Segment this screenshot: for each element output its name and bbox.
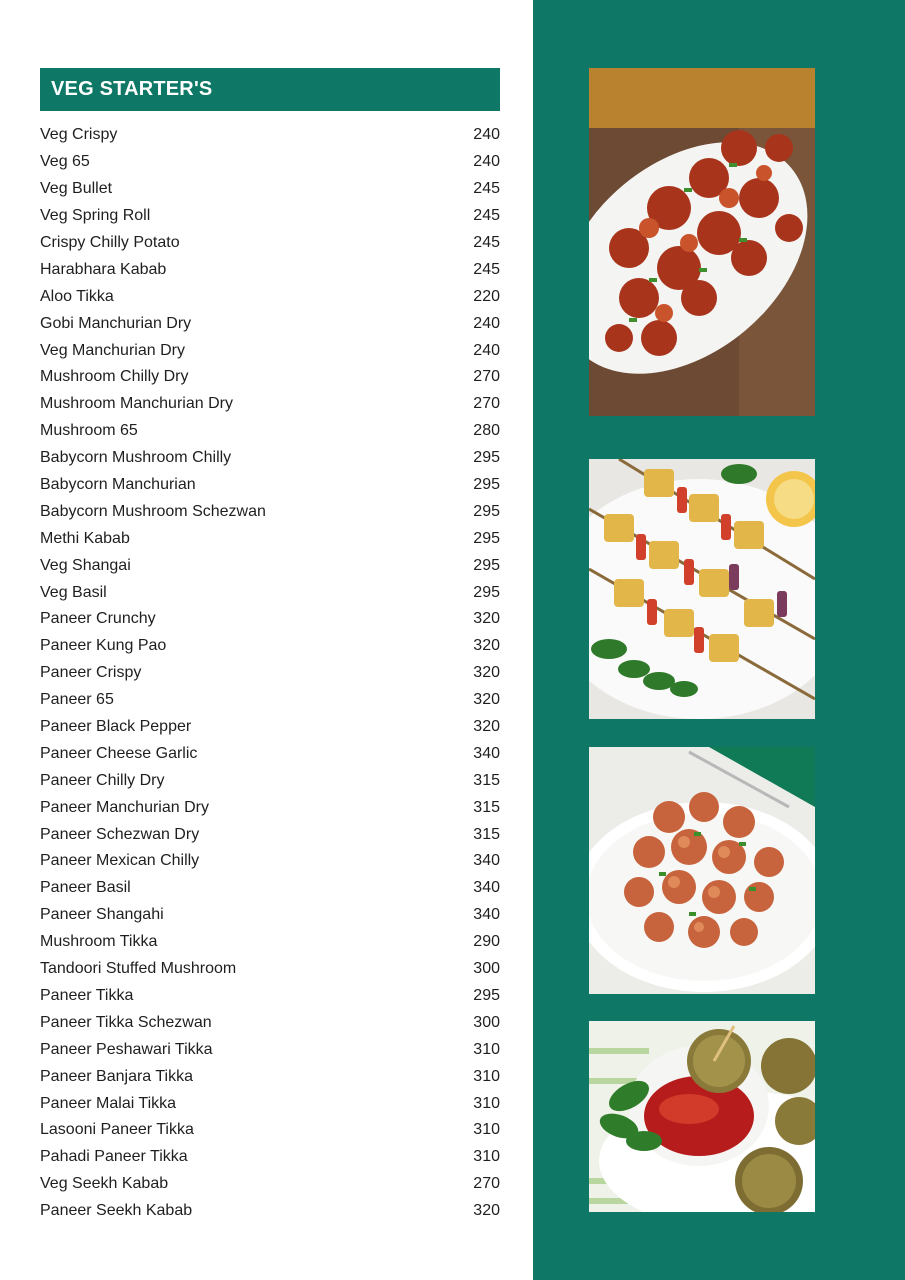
menu-item-name: Paneer Malai Tikka bbox=[40, 1094, 177, 1112]
menu-item-name: Paneer Peshawari Tikka bbox=[40, 1040, 213, 1058]
menu-item-price: 295 bbox=[473, 583, 500, 601]
menu-item-name: Paneer Banjara Tikka bbox=[40, 1067, 193, 1085]
menu-item-name: Paneer Chilly Dry bbox=[40, 771, 165, 789]
menu-item-price: 320 bbox=[473, 637, 500, 655]
menu-item bbox=[40, 1198, 500, 1225]
menu-item-price: 295 bbox=[473, 556, 500, 574]
menu-item-price: 270 bbox=[473, 395, 500, 413]
menu-item-name: Methi Kabab bbox=[40, 529, 130, 547]
menu-item bbox=[40, 633, 500, 660]
menu-item-price: 300 bbox=[473, 1013, 500, 1031]
menu-item bbox=[40, 714, 500, 741]
menu-item bbox=[40, 848, 500, 875]
menu-item bbox=[40, 230, 500, 257]
menu-item-name: Harabhara Kabab bbox=[40, 260, 167, 278]
menu-item-price: 270 bbox=[473, 1175, 500, 1193]
menu-item-name: Paneer Cheese Garlic bbox=[40, 744, 198, 762]
menu-item-price: 310 bbox=[473, 1148, 500, 1166]
menu-item-price: 295 bbox=[473, 449, 500, 467]
menu-item bbox=[40, 1009, 500, 1036]
menu-item-price: 245 bbox=[473, 207, 500, 225]
menu-item-name: Babycorn Mushroom Chilly bbox=[40, 449, 232, 467]
menu-item bbox=[40, 660, 500, 687]
menu-item bbox=[40, 1144, 500, 1171]
menu-item bbox=[40, 740, 500, 767]
menu-item bbox=[40, 1117, 500, 1144]
menu-item-name: Paneer Kung Pao bbox=[40, 637, 167, 655]
section-title: VEG STARTER'S bbox=[40, 68, 500, 111]
menu-item-name: Lasooni Paneer Tikka bbox=[40, 1121, 194, 1139]
menu-item-price: 340 bbox=[473, 879, 500, 897]
menu-item bbox=[40, 1063, 500, 1090]
menu-item-price: 240 bbox=[473, 341, 500, 359]
food-photo-manchurian bbox=[589, 68, 815, 416]
menu-item-name: Babycorn Mushroom Schezwan bbox=[40, 502, 266, 520]
menu-item-price: 295 bbox=[473, 502, 500, 520]
menu-item bbox=[40, 498, 500, 525]
menu-item-price: 280 bbox=[473, 422, 500, 440]
menu-item-name: Paneer 65 bbox=[40, 691, 114, 709]
menu-item bbox=[40, 149, 500, 176]
menu-item-name: Paneer Tikka bbox=[40, 986, 134, 1004]
menu-item-price: 320 bbox=[473, 610, 500, 628]
menu-item-price: 295 bbox=[473, 529, 500, 547]
menu-item bbox=[40, 310, 500, 337]
menu-item-price: 320 bbox=[473, 691, 500, 709]
menu-item-price: 240 bbox=[473, 153, 500, 171]
menu-item-name: Mushroom 65 bbox=[40, 422, 138, 440]
menu-item-price: 245 bbox=[473, 234, 500, 251]
menu-item bbox=[40, 1090, 500, 1117]
menu-item-name: Babycorn Manchurian bbox=[40, 476, 196, 494]
menu-list bbox=[40, 122, 500, 1225]
menu-item-name: Paneer Tikka Schezwan bbox=[40, 1013, 212, 1031]
menu-item-name: Veg Shangai bbox=[40, 556, 131, 574]
menu-item-name: Mushroom Manchurian Dry bbox=[40, 395, 233, 413]
menu-item-price: 295 bbox=[473, 986, 500, 1004]
menu-item-price: 270 bbox=[473, 368, 500, 386]
menu-item bbox=[40, 983, 500, 1010]
menu-item-price: 315 bbox=[473, 771, 500, 789]
menu-item bbox=[40, 364, 500, 391]
food-photo-harabhara-kabab bbox=[589, 1021, 815, 1212]
menu-item-name: Paneer Crunchy bbox=[40, 610, 156, 628]
menu-item-price: 340 bbox=[473, 852, 500, 870]
menu-item-name: Veg Manchurian Dry bbox=[40, 341, 185, 359]
menu-item-price: 310 bbox=[473, 1121, 500, 1139]
menu-item bbox=[40, 1171, 500, 1198]
menu-item-name: Pahadi Paneer Tikka bbox=[40, 1148, 188, 1166]
menu-item-price: 295 bbox=[473, 476, 500, 494]
menu-item-price: 245 bbox=[473, 180, 500, 198]
menu-item-price: 315 bbox=[473, 798, 500, 816]
menu-item-name: Paneer Crispy bbox=[40, 664, 142, 682]
menu-item bbox=[40, 687, 500, 714]
menu-item bbox=[40, 956, 500, 983]
menu-item-name: Mushroom Chilly Dry bbox=[40, 368, 189, 386]
menu-item bbox=[40, 929, 500, 956]
menu-item-price: 340 bbox=[473, 744, 500, 762]
menu-item-name: Veg Bullet bbox=[40, 180, 113, 198]
food-photo-gobi-manchurian bbox=[589, 747, 815, 994]
menu-item-name: Paneer Schezwan Dry bbox=[40, 825, 200, 843]
menu-item-name: Tandoori Stuffed Mushroom bbox=[40, 960, 237, 978]
menu-item bbox=[40, 445, 500, 472]
menu-item bbox=[40, 256, 500, 283]
menu-item-price: 310 bbox=[473, 1094, 500, 1112]
menu-item bbox=[40, 821, 500, 848]
menu-item-name: Gobi Manchurian Dry bbox=[40, 314, 192, 332]
menu-item-name: Aloo Tikka bbox=[40, 287, 114, 305]
menu-item-price: 240 bbox=[473, 314, 500, 332]
menu-item-price: 245 bbox=[473, 260, 500, 278]
menu-item bbox=[40, 203, 500, 230]
menu-item-price: 310 bbox=[473, 1067, 500, 1085]
menu-item-name: Veg Crispy bbox=[40, 126, 118, 144]
menu-item bbox=[40, 579, 500, 606]
menu-item-name: Paneer Shangahi bbox=[40, 906, 164, 924]
menu-item-price: 240 bbox=[473, 126, 500, 144]
menu-item-price: 220 bbox=[473, 287, 500, 305]
menu-item bbox=[40, 525, 500, 552]
food-photo-paneer-tikka bbox=[589, 459, 815, 719]
menu-item-price: 300 bbox=[473, 960, 500, 978]
menu-item-price: 320 bbox=[473, 664, 500, 682]
menu-item bbox=[40, 552, 500, 579]
menu-item-name: Paneer Basil bbox=[40, 879, 131, 897]
menu-item-price: 320 bbox=[473, 1202, 500, 1220]
menu-item-name: Paneer Manchurian Dry bbox=[40, 798, 209, 816]
menu-item bbox=[40, 283, 500, 310]
menu-item-price: 340 bbox=[473, 906, 500, 924]
menu-item bbox=[40, 875, 500, 902]
menu-item-name: Paneer Seekh Kabab bbox=[40, 1202, 193, 1220]
menu-item bbox=[40, 418, 500, 445]
menu-item-name: Veg Basil bbox=[40, 583, 107, 601]
menu-item bbox=[40, 472, 500, 499]
menu-item bbox=[40, 122, 500, 149]
menu-item-name: Crispy Chilly Potato bbox=[40, 234, 180, 251]
menu-item bbox=[40, 337, 500, 364]
menu-item bbox=[40, 902, 500, 929]
menu-item bbox=[40, 1036, 500, 1063]
menu-item-name: Mushroom Tikka bbox=[40, 933, 158, 951]
menu-item-name: Paneer Mexican Chilly bbox=[40, 852, 200, 870]
menu-item-name: Veg 65 bbox=[40, 153, 90, 171]
menu-item bbox=[40, 176, 500, 203]
menu-item-name: Veg Spring Roll bbox=[40, 207, 151, 225]
menu-item bbox=[40, 767, 500, 794]
menu-item-name: Paneer Black Pepper bbox=[40, 718, 192, 736]
menu-item-price: 315 bbox=[473, 825, 500, 843]
menu-item bbox=[40, 391, 500, 418]
menu-item-price: 290 bbox=[473, 933, 500, 951]
menu-item bbox=[40, 606, 500, 633]
menu-item bbox=[40, 794, 500, 821]
menu-item-name: Veg Seekh Kabab bbox=[40, 1175, 169, 1193]
menu-item-price: 310 bbox=[473, 1040, 500, 1058]
menu-item-price: 320 bbox=[473, 718, 500, 736]
